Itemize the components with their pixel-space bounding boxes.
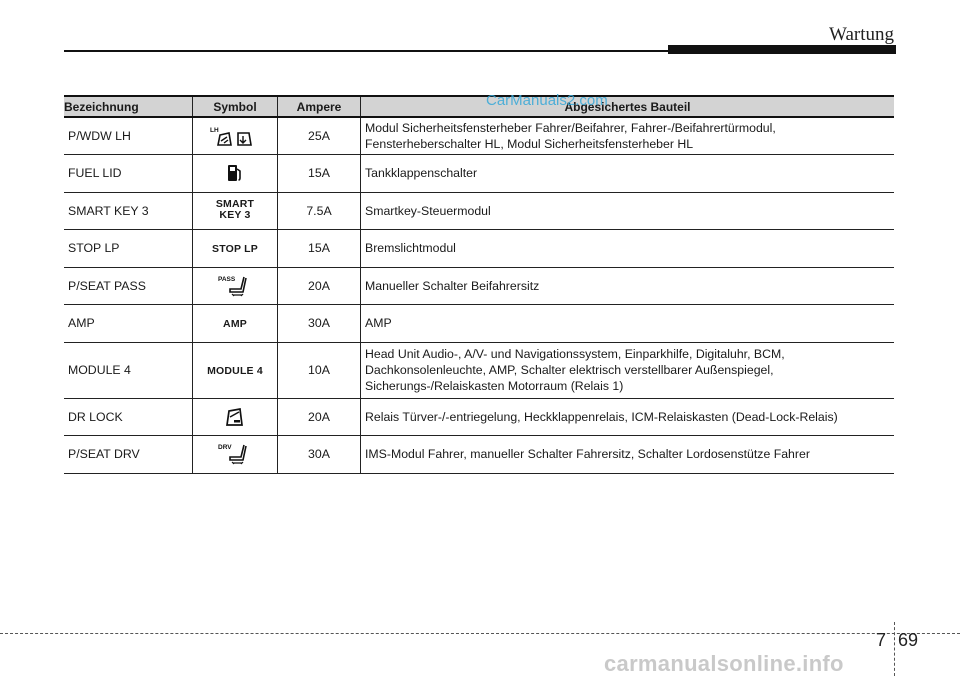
watermark-text: CarManuals2.com bbox=[486, 92, 608, 109]
table-row bbox=[64, 155, 894, 193]
fuse-component bbox=[361, 230, 895, 268]
footer-rule bbox=[0, 633, 960, 634]
symbol-label: DRV bbox=[218, 444, 232, 452]
fuse-component bbox=[361, 436, 895, 474]
symbol-label: AMP bbox=[223, 318, 247, 331]
fuse-ampere: 25A bbox=[278, 117, 361, 155]
fuse-component bbox=[361, 192, 895, 230]
component-line: AMP bbox=[365, 316, 392, 331]
column-header-symbol: Symbol bbox=[193, 96, 278, 117]
fuse-name: P/SEAT DRV bbox=[64, 436, 193, 474]
fuse-symbol bbox=[193, 155, 278, 193]
fuse-component bbox=[361, 342, 895, 398]
fuse-symbol bbox=[193, 398, 278, 436]
symbol-label bbox=[216, 199, 254, 221]
symbol-line: KEY 3 bbox=[219, 209, 251, 222]
component-line: Sicherungs-/Relaiskasten Motorraum (Relais 1) bbox=[365, 379, 624, 393]
footer-watermark-text: carmanualsonline.info bbox=[604, 651, 844, 676]
symbol-label: STOP LP bbox=[212, 243, 258, 256]
column-header-name: Bezeichnung bbox=[64, 96, 193, 117]
table-row bbox=[64, 192, 894, 230]
table-row bbox=[64, 305, 894, 343]
table-row bbox=[64, 342, 894, 398]
fuse-symbol bbox=[193, 117, 278, 155]
fuse-ampere: 30A bbox=[278, 305, 361, 343]
fuse-ampere: 15A bbox=[278, 230, 361, 268]
symbol-label: PASS bbox=[218, 275, 236, 283]
fuse-ampere: 20A bbox=[278, 267, 361, 305]
symbol-label: MODULE 4 bbox=[207, 365, 263, 377]
component-line: Modul Sicherheitsfensterheber Fahrer/Beifahrer, Fahrer-/Beifahrertürmodul, bbox=[365, 121, 776, 135]
component-line: Smartkey-Steuermodul bbox=[365, 203, 491, 218]
page-number-divider bbox=[894, 622, 895, 676]
table-row bbox=[64, 230, 894, 268]
fuse-ampere: 20A bbox=[278, 398, 361, 436]
fuse-table bbox=[64, 95, 894, 474]
fuse-component bbox=[361, 267, 895, 305]
table-row bbox=[64, 267, 894, 305]
component-line: Head Unit Audio-, A/V- und Navigationssystem, Einparkhilfe, Digitaluhr, BCM, bbox=[365, 347, 785, 361]
header-rule bbox=[64, 50, 670, 52]
window-lh-icon bbox=[210, 125, 260, 147]
column-header-ampere: Ampere bbox=[278, 96, 361, 117]
fuse-ampere: 30A bbox=[278, 436, 361, 474]
fuse-name: MODULE 4 bbox=[64, 342, 193, 398]
fuse-symbol bbox=[193, 342, 278, 398]
component-line: Dachkonsolenleuchte, AMP, Schalter elektrisch verstellbarer Außenspiegel, bbox=[365, 363, 774, 377]
fuse-symbol bbox=[193, 305, 278, 343]
table-row bbox=[64, 436, 894, 474]
table-header-row bbox=[64, 96, 894, 117]
fuse-component bbox=[361, 398, 895, 436]
page-number: 69 bbox=[898, 630, 919, 650]
component-line: Manueller Schalter Beifahrersitz bbox=[365, 278, 540, 293]
chapter-number: 7 bbox=[876, 630, 887, 650]
symbol-label: LH bbox=[210, 127, 219, 134]
seat-icon bbox=[218, 442, 252, 466]
fuse-component bbox=[361, 117, 895, 155]
fuse-ampere: 7.5A bbox=[278, 192, 361, 230]
fuse-name: STOP LP bbox=[64, 230, 193, 268]
fuse-symbol bbox=[193, 436, 278, 474]
fuse-name: FUEL LID bbox=[64, 155, 193, 193]
table-row bbox=[64, 398, 894, 436]
fuse-ampere: 15A bbox=[278, 155, 361, 193]
door-lock-icon bbox=[224, 406, 246, 428]
fuse-name: P/WDW LH bbox=[64, 117, 193, 155]
seat-icon bbox=[218, 274, 252, 298]
header-rule-accent bbox=[668, 45, 896, 54]
symbol-line: SMART bbox=[215, 198, 255, 211]
fuse-name: SMART KEY 3 bbox=[64, 192, 193, 230]
fuse-name: DR LOCK bbox=[64, 398, 193, 436]
column-header-component: Abgesichertes Bauteil bbox=[361, 96, 895, 117]
component-line: Bremslichtmodul bbox=[365, 241, 456, 256]
fuse-symbol bbox=[193, 192, 278, 230]
fuse-component bbox=[361, 155, 895, 193]
fuse-name: AMP bbox=[64, 305, 193, 343]
fuse-name: P/SEAT PASS bbox=[64, 267, 193, 305]
fuse-symbol bbox=[193, 230, 278, 268]
fuse-component bbox=[361, 305, 895, 343]
table-row bbox=[64, 117, 894, 155]
component-line: Tankklappenschalter bbox=[365, 166, 478, 181]
fuse-ampere: 10A bbox=[278, 342, 361, 398]
component-line: IMS-Modul Fahrer, manueller Schalter Fahrersitz, Schalter Lordosenstütze Fahrer bbox=[365, 447, 810, 462]
component-line: Fensterheberschalter HL, Modul Sicherheitsfensterheber HL bbox=[365, 137, 694, 151]
section-title: Wartung bbox=[829, 24, 894, 45]
fuel-icon bbox=[226, 163, 244, 183]
component-line: Relais Türver-/-entriegelung, Heckklappenrelais, ICM-Relaiskasten (Dead-Lock-Relais) bbox=[365, 409, 838, 424]
fuse-symbol bbox=[193, 267, 278, 305]
